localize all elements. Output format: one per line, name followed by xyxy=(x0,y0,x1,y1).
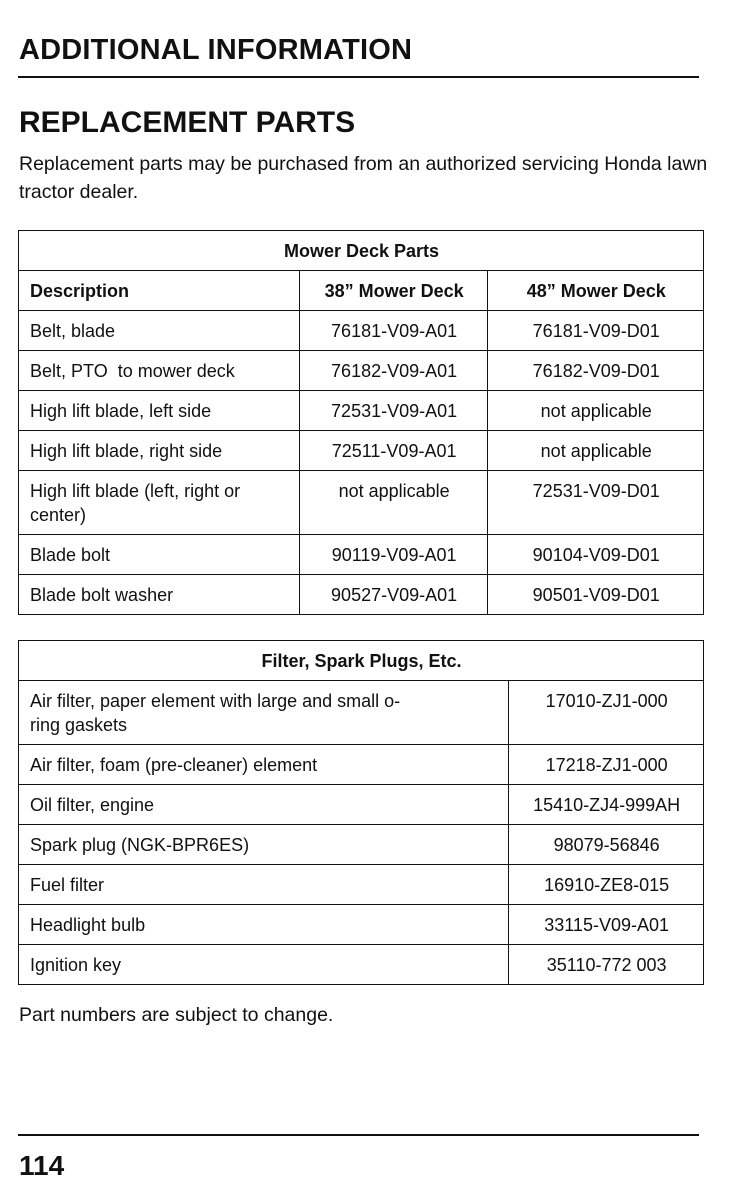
table-row xyxy=(19,785,704,825)
part-description: High lift blade (left, right or center) xyxy=(19,471,300,535)
part-number: 16910-ZE8-015 xyxy=(509,865,704,905)
part-number-48: 90501-V09-D01 xyxy=(488,575,704,615)
table-row xyxy=(19,575,704,615)
table-row xyxy=(19,945,704,985)
section-title: ADDITIONAL INFORMATION xyxy=(19,34,413,66)
part-description: High lift blade, right side xyxy=(19,431,300,471)
part-description: High lift blade, left side xyxy=(19,391,300,431)
part-description: Air filter, foam (pre-cleaner) element xyxy=(19,745,509,785)
filter-spark-plug-table xyxy=(18,640,704,985)
part-description: Spark plug (NGK-BPR6ES) xyxy=(19,825,509,865)
part-number-48: 90104-V09-D01 xyxy=(488,535,704,575)
part-number: 35110-772 003 xyxy=(509,945,704,985)
page-heading: REPLACEMENT PARTS xyxy=(19,106,356,139)
table-row xyxy=(19,745,704,785)
table-row xyxy=(19,311,704,351)
part-description: Headlight bulb xyxy=(19,905,509,945)
table-row xyxy=(19,391,704,431)
part-number-48: not applicable xyxy=(488,431,704,471)
footnote: Part numbers are subject to change. xyxy=(19,1004,334,1026)
intro-text: Replacement parts may be purchased from an authorized servicing Honda lawn tractor dealer. xyxy=(19,153,708,203)
part-number-38: 72531-V09-A01 xyxy=(299,391,488,431)
table-row xyxy=(19,825,704,865)
table-caption-row xyxy=(19,641,704,681)
part-number-38: not applicable xyxy=(299,471,488,535)
part-number-38: 90527-V09-A01 xyxy=(299,575,488,615)
table-row xyxy=(19,865,704,905)
part-description: Blade bolt washer xyxy=(19,575,300,615)
part-number-38: 72511-V09-A01 xyxy=(299,431,488,471)
table-row xyxy=(19,681,704,745)
table-row xyxy=(19,535,704,575)
part-description: Fuel filter xyxy=(19,865,509,905)
part-number: 98079-56846 xyxy=(509,825,704,865)
part-description: Oil filter, engine xyxy=(19,785,509,825)
part-description: Ignition key xyxy=(19,945,509,985)
page-number: 114 xyxy=(19,1150,65,1181)
column-header-description: Description xyxy=(19,271,300,311)
table-caption: Mower Deck Parts xyxy=(19,231,704,271)
part-number-38: 90119-V09-A01 xyxy=(299,535,488,575)
part-description: Belt, PTO to mower deck xyxy=(19,351,300,391)
table-caption-row xyxy=(19,231,704,271)
part-number: 17218-ZJ1-000 xyxy=(509,745,704,785)
mower-deck-parts-table xyxy=(18,230,704,615)
part-number-38: 76181-V09-A01 xyxy=(299,311,488,351)
part-number-48: 76181-V09-D01 xyxy=(488,311,704,351)
part-description: Air filter, paper element with large and small o-ring gaskets xyxy=(19,681,509,745)
part-number-48: 76182-V09-D01 xyxy=(488,351,704,391)
part-number: 17010-ZJ1-000 xyxy=(509,681,704,745)
table-row xyxy=(19,431,704,471)
header-rule xyxy=(18,76,699,78)
table-caption: Filter, Spark Plugs, Etc. xyxy=(19,641,704,681)
column-header-48-deck: 48” Mower Deck xyxy=(488,271,704,311)
part-description: Blade bolt xyxy=(19,535,300,575)
column-header-38-deck: 38” Mower Deck xyxy=(299,271,488,311)
table-header-row xyxy=(19,271,704,311)
part-number: 15410-ZJ4-999AH xyxy=(509,785,704,825)
part-number-38: 76182-V09-A01 xyxy=(299,351,488,391)
footer-rule xyxy=(18,1134,699,1136)
part-description: Belt, blade xyxy=(19,311,300,351)
part-number-48: 72531-V09-D01 xyxy=(488,471,704,535)
table-row xyxy=(19,471,704,535)
table-row xyxy=(19,351,704,391)
part-number-48: not applicable xyxy=(488,391,704,431)
table-row xyxy=(19,905,704,945)
part-number: 33115-V09-A01 xyxy=(509,905,704,945)
